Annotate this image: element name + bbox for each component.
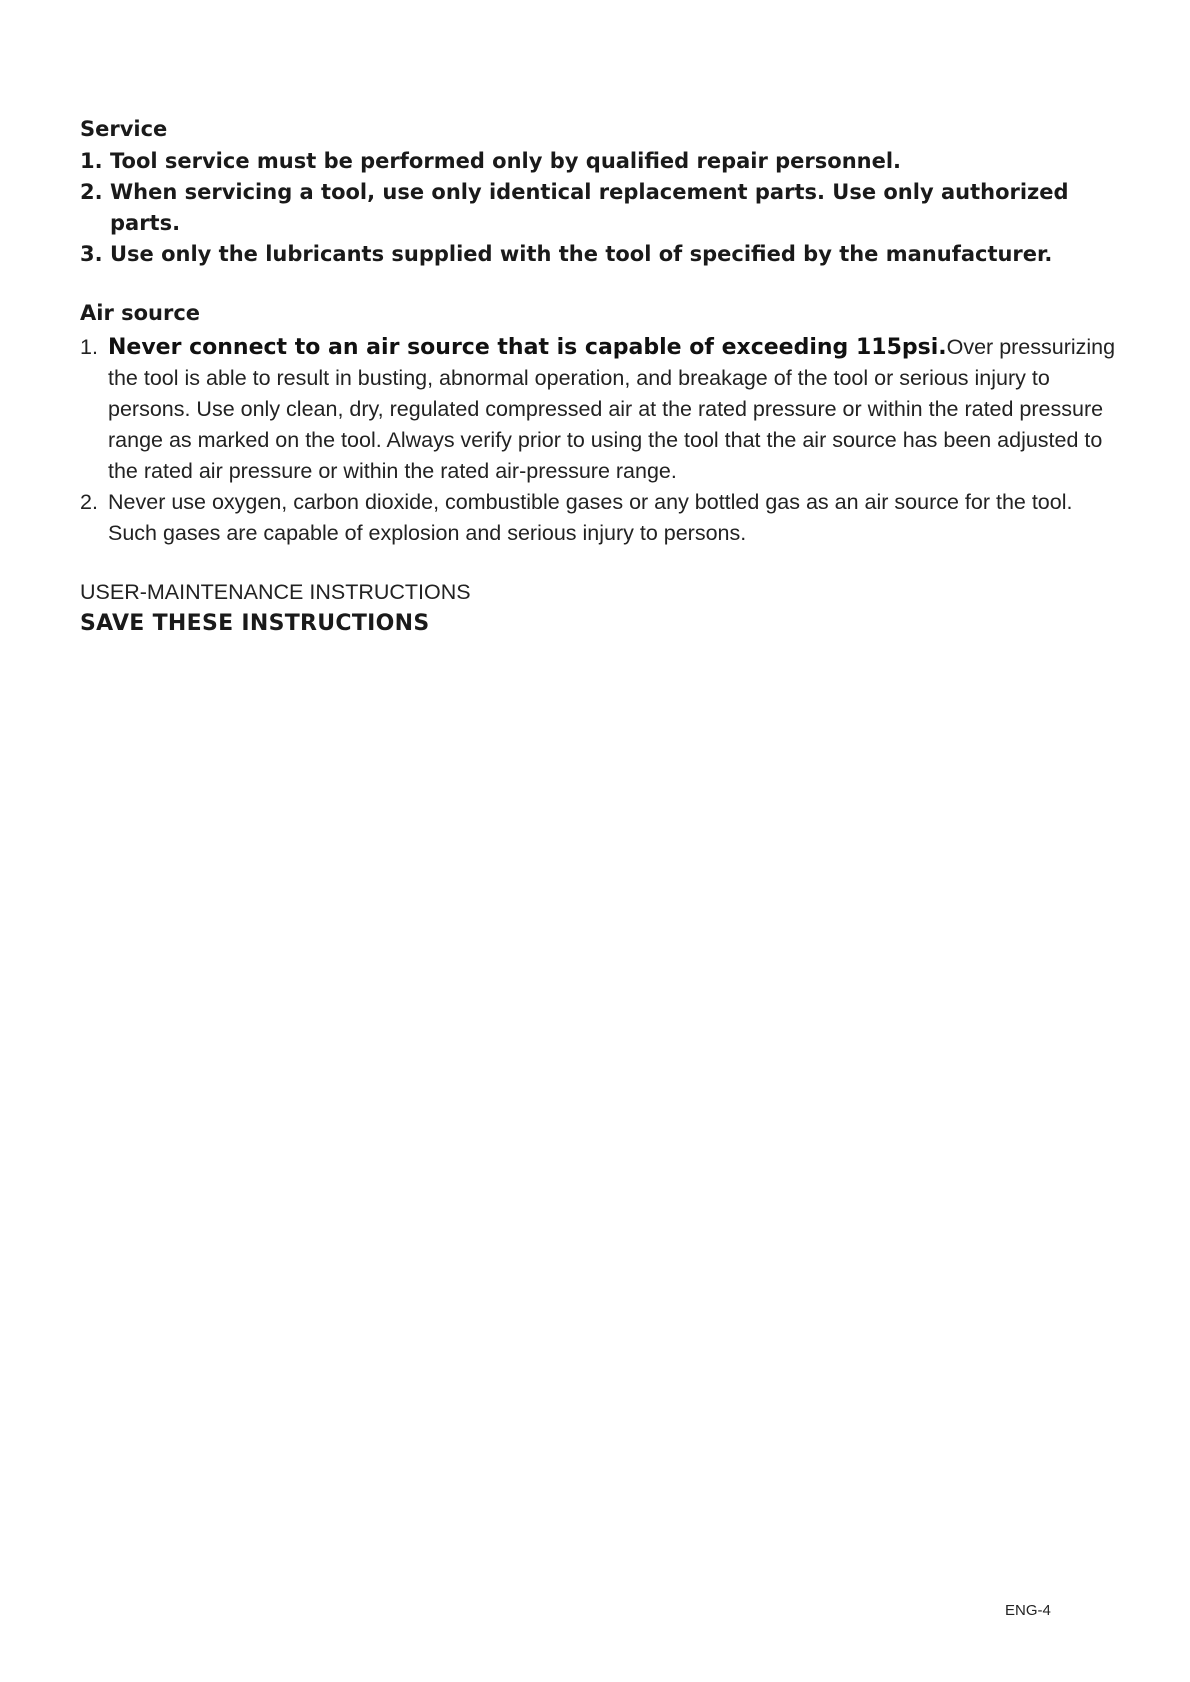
air-source-item-1 xyxy=(80,332,1120,487)
air-source-list xyxy=(80,332,1120,549)
service-item-1 xyxy=(80,146,1120,177)
save-instructions-title: SAVE THESE INSTRUCTIONS xyxy=(80,611,430,636)
list-number: 2. xyxy=(80,180,103,204)
list-item-text: Tool service must be performed only by qualified repair personnel. xyxy=(110,149,902,173)
list-number: 1. xyxy=(80,335,98,359)
list-item-text: When servicing a tool, use only identical replacement parts. Use only authorized parts. xyxy=(110,180,1069,235)
service-item-2 xyxy=(80,177,1120,239)
list-item-text: Use only the lubricants supplied with the tool of specified by the manufacturer. xyxy=(110,242,1053,266)
user-maintenance-title: USER-MAINTENANCE INSTRUCTIONS xyxy=(80,580,471,604)
list-number: 2. xyxy=(80,490,98,514)
air-source-heading: Air source xyxy=(80,301,201,325)
service-list xyxy=(80,146,1120,270)
section-spacer xyxy=(80,270,1120,298)
list-item-text: Over pressurizing the tool is able to result in busting, abnormal operation, and breakage of the tool or serious injury to persons. Use only clean, dry, regulated compressed air at the rated pressure or within the rated pressure range as marked on the tool. Always verify prior to using the tool that the air source has been adjusted to the rated air pressure or within the rated air-pressure range. xyxy=(108,335,1116,483)
service-item-3 xyxy=(80,239,1120,270)
list-item-text: Never use oxygen, carbon dioxide, combustible gases or any bottled gas as an air source for the tool. Such gases are capable of explosion and serious injury to persons. xyxy=(108,490,1073,545)
list-number: 3. xyxy=(80,242,103,266)
air-source-item-2 xyxy=(80,487,1120,549)
warning-lead: Never connect to an air source that is capable of exceeding 115psi. xyxy=(108,335,947,360)
document-content xyxy=(80,114,1120,639)
service-heading: Service xyxy=(80,117,168,141)
page-number: ENG-4 xyxy=(1005,1602,1051,1619)
list-number: 1. xyxy=(80,149,103,173)
